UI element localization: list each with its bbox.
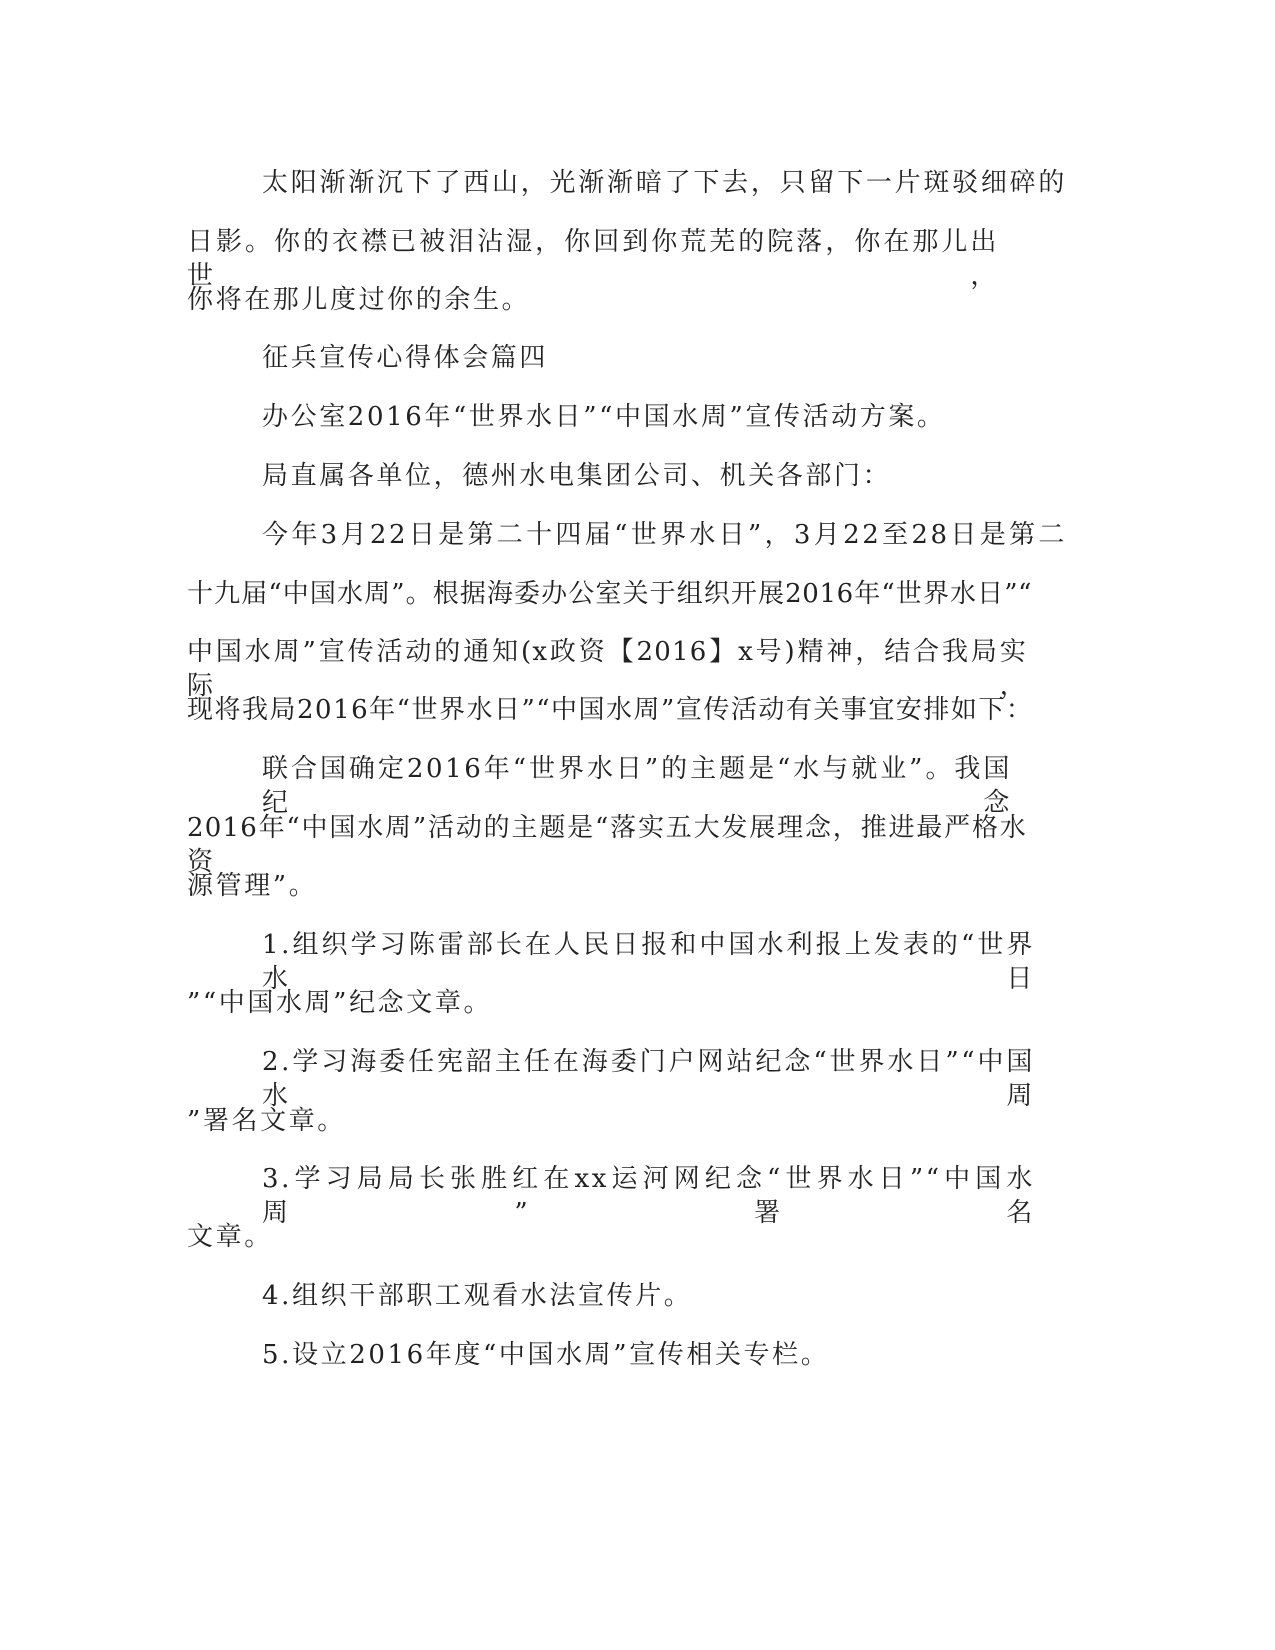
paragraph-line: 你将在那儿度过你的余生。 — [187, 285, 531, 315]
paragraph-line: 局直属各单位，德州水电集团公司、机关各部门： — [262, 461, 892, 491]
list-item: 2.学习海委任宪韶主任在海委门户网站纪念“世界水日”“中国水周 — [262, 1047, 1035, 1111]
list-item: 5.设立2016年度“中国水周”宣传相关专栏。 — [262, 1340, 830, 1370]
list-item: 3.学习局局长张胜红在xx运河网纪念“世界水日”“中国水周”署名 — [262, 1164, 1035, 1228]
paragraph-line: 日影。你的衣襟已被泪沾湿，你回到你荒芜的院落，你在那儿出世， — [187, 227, 999, 291]
paragraph-line: 联合国确定2016年“世界水日”的主题是“水与就业”。我国纪念 — [262, 754, 1012, 818]
paragraph-line: ”署名文章。 — [187, 1106, 346, 1136]
paragraph-line: ”“中国水周”纪念文章。 — [187, 988, 493, 1018]
paragraph-line: 现将我局2016年“世界水日”“中国水周”宣传活动有关事宜安排如下： — [187, 695, 1034, 725]
paragraph-line: 源管理”。 — [187, 871, 318, 901]
paragraph-line: 2016年“中国水周”活动的主题是“落实五大发展理念，推进最严格水资 — [187, 813, 1027, 877]
list-item: 1.组织学习陈雷部长在人民日报和中国水利报上发表的“世界水日 — [262, 930, 1035, 994]
section-heading: 征兵宣传心得体会篇四 — [262, 343, 549, 373]
list-item: 4.组织干部职工观看水法宣传片。 — [262, 1281, 693, 1311]
paragraph-line: 十九届“中国水周”。根据海委办公室关于组织开展2016年“世界水日”“ — [187, 579, 1032, 609]
paragraph-line: 中国水周”宣传活动的通知(x政资【2016】x号)精神，结合我局实际， — [187, 637, 1027, 701]
paragraph-line: 今年3月22日是第二十四届“世界水日”，3月22至28日是第二 — [262, 520, 1067, 550]
paragraph-line: 办公室2016年“世界水日”“中国水周”宣传活动方案。 — [262, 402, 946, 432]
paragraph-line: 文章。 — [187, 1222, 273, 1252]
paragraph-line: 太阳渐渐沉下了西山，光渐渐暗了下去，只留下一片斑驳细碎的 — [262, 168, 1067, 198]
